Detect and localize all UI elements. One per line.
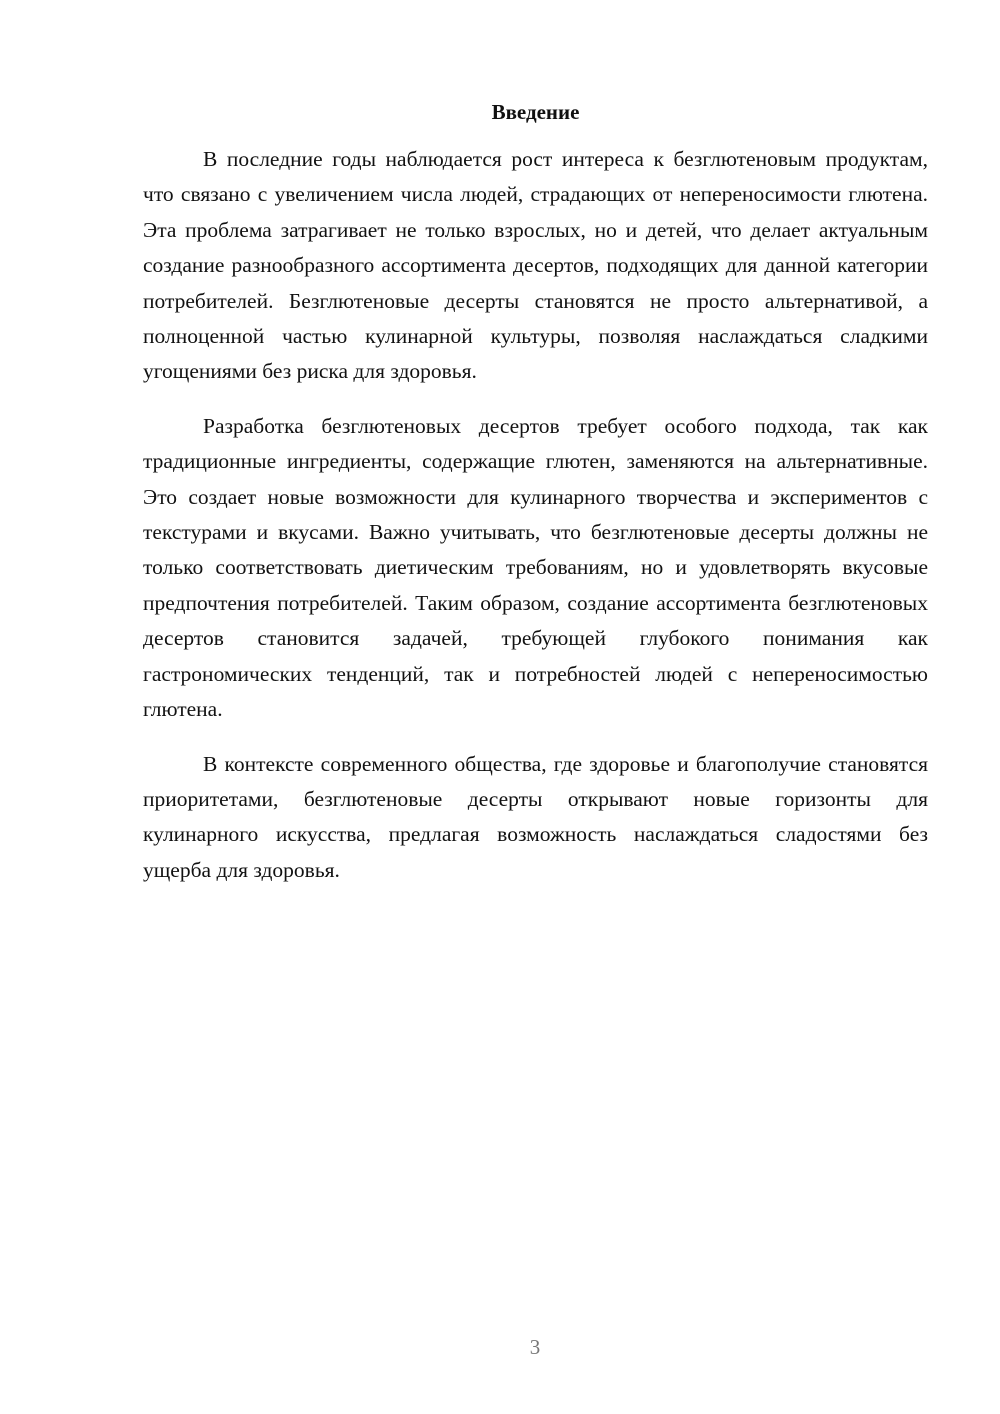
paragraph-2: Разработка безглютеновых десертов требует особого подхода, так как традиционные ингредиенты, содержащие глютен, заменяются на альтернативные. Это создает новые возможности для кулинарного творчества и экспериментов с текстурами и вкусами. Важно учитывать, что безглютеновые десерты должны не только соответствовать диетическим требованиям, но и удовлетворять вкусовые предпочтения потребителей. Таким образом, создание ассортимента безглютеновых десертов становится задачей, требующей глубокого понимания как гастрономических тенденций, так и потребностей людей с непереносимостью глютена. [143, 413, 928, 722]
body-text [143, 142, 928, 907]
page-number: 3 [529, 1335, 541, 1359]
section-heading: Введение [491, 100, 580, 124]
paragraph-3: В контексте современного общества, где здоровье и благополучие становятся приоритетами, безглютеновые десерты открывают новые горизонты для кулинарного искусства, предлагая возможность наслаждаться сладостями без ущерба для здоровья. [143, 751, 928, 882]
paragraph-1: В последние годы наблюдается рост интереса к безглютеновым продуктам, что связано с увеличением числа людей, страдающих от непереносимости глютена. Эта проблема затрагивает не только взрослых, но и детей, что делает актуальным создание разнообразного ассортимента десертов, подходящих для данной категории потребителей. Безглютеновые десерты становятся не просто альтернативой, а полноценной частью кулинарной культуры, позволяя наслаждаться сладкими угощениями без риска для здоровья. [143, 147, 928, 384]
